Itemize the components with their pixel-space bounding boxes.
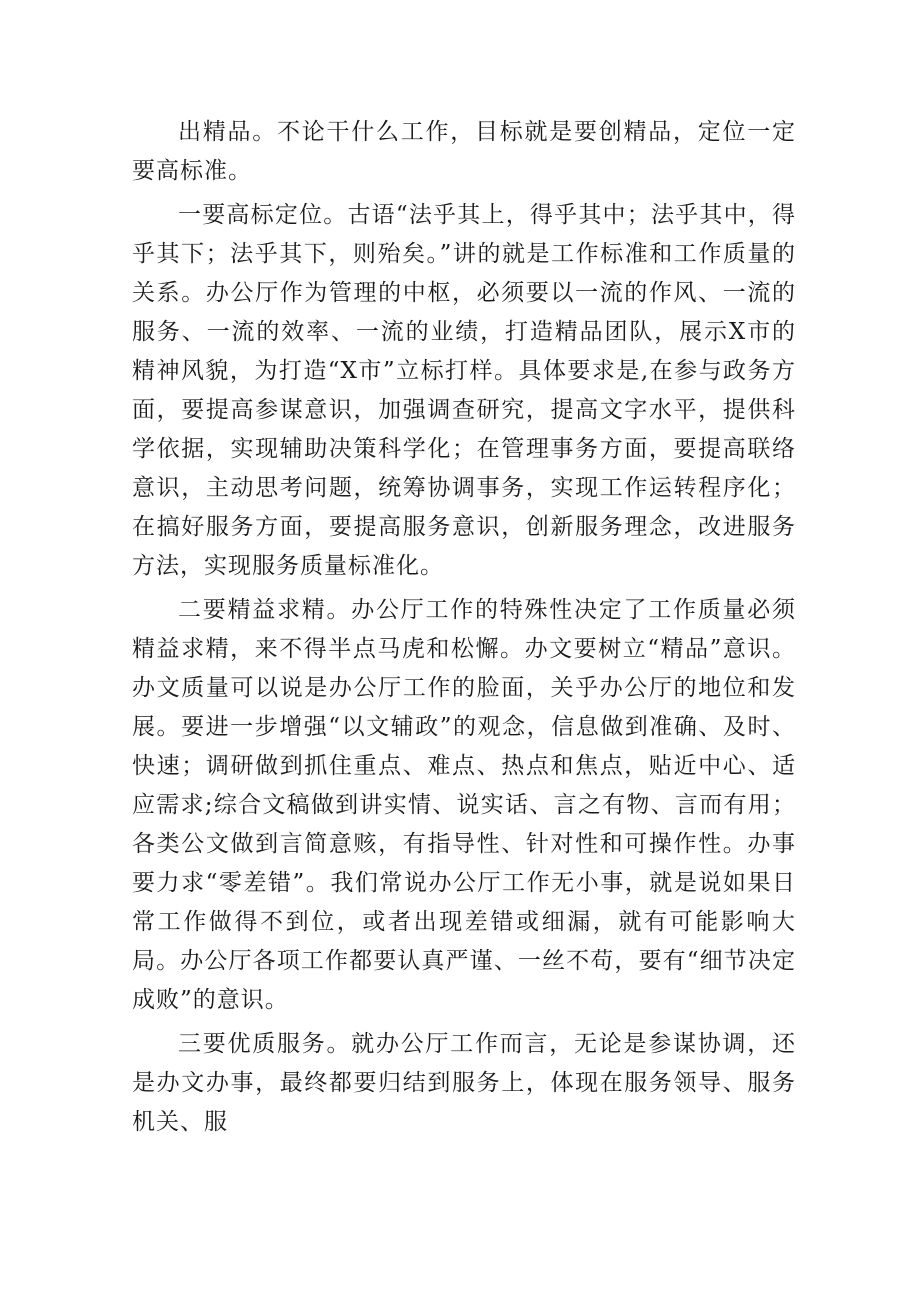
document-body: [132, 113, 796, 1147]
paragraph-quality-service: 三要优质服务。就办公厅工作而言，无论是参谋协调，还是办文办事，最终都要归结到服务上，体现在服务领导、服务机关、服: [132, 1031, 796, 1135]
paragraph-continuation: 出精品。不论干什么工作，目标就是要创精品，定位一定要高标准。: [132, 119, 796, 184]
paragraph-excellence: 二要精益求精。办公厅工作的特殊性决定了工作质量必须精益求精，来不得半点马虎和松懈。办文要树立“精品”意识。办文质量可以说是办公厅工作的脸面，关乎办公厅的地位和发展。要进一步增强“以文辅政”的观念，信息做到准确、及时、快速；调研做到抓住重点、难点、热点和焦点，贴近中心、适应需求;综合文稿做到讲实情、说实话、言之有物、言而有用；各类公文做到言简意赅，有指导性、针对性和可操作性。办事要力求“零差错”。我们常说办公厅工作无小事，就是说如果日常工作做得不到位，或者出现差错或细漏，就有可能影响大局。办公厅各项工作都要认真严谨、一丝不苟，要有“细节决定成败”的意识。: [132, 597, 796, 1013]
paragraph-high-standard: 一要高标定位。古语“法乎其上，得乎其中；法乎其中，得乎其下；法乎其下，则殆矣。”讲的就是工作标准和工作质量的关系。办公厅作为管理的中枢，必须要以一流的作风、一流的服务、一流的效率、一流的业绩，打造精品团队，展示X市的精神风貌，为打造“X市”立标打样。具体要求是,在参与政务方面，要提高参谋意识，加强调查研究，提高文字水平，提供科学依据，实现辅助决策科学化；在管理事务方面，要提高联络意识，主动思考问题，统筹协调事务，实现工作运转程序化；在搞好服务方面，要提高服务意识，创新服务理念，改进服务方法，实现服务质量标准化。: [132, 202, 796, 579]
